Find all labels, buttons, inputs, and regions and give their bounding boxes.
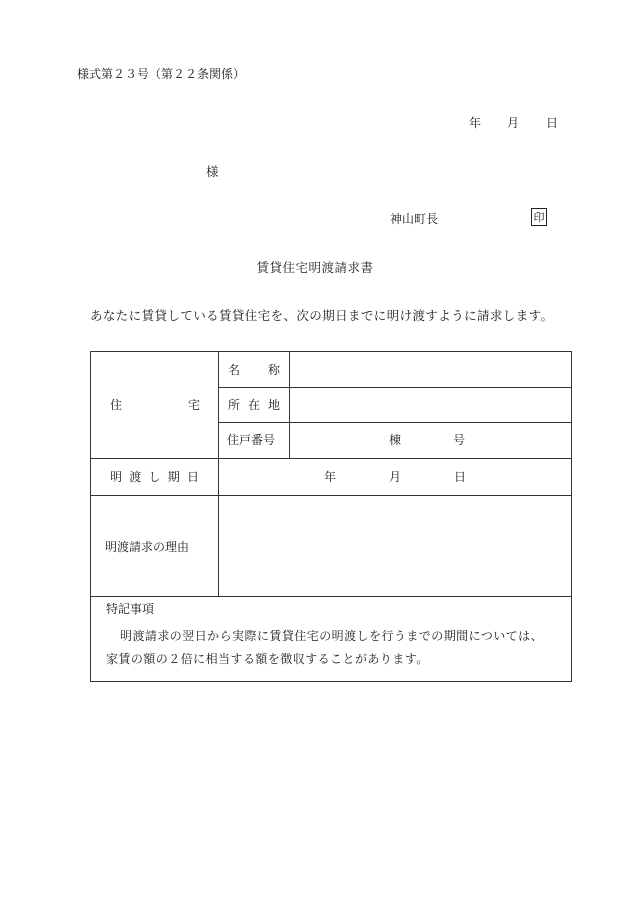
seal-box (531, 208, 547, 226)
issue-date-day: 日 (546, 116, 559, 130)
vacate-date-label-char: 渡 (129, 470, 142, 484)
remarks-title: 特記事項 (106, 602, 155, 616)
housing-label-char: 宅 (187, 398, 200, 412)
building-suffix: 棟 (389, 433, 402, 447)
vacate-date-label-char: 明 (110, 470, 123, 484)
number-suffix: 号 (453, 433, 466, 447)
vacate-year: 年 (324, 470, 337, 484)
housing-label (110, 399, 200, 411)
request-table (90, 351, 572, 682)
vacate-date-field[interactable] (219, 459, 571, 495)
row-divider-5 (91, 596, 571, 597)
remarks-line-1: 明渡請求の翌日から実際に賃貸住宅の明渡しを行うまでの期間については、 (120, 629, 544, 643)
issue-date-year: 年 (469, 116, 482, 130)
location-label-char: 在 (247, 398, 260, 412)
issue-date (469, 117, 558, 129)
sender-name: 神山町長 (390, 212, 439, 226)
form-number: 様式第２３号（第２２条関係） (77, 67, 246, 81)
remarks-line-2: 家賃の額の２倍に相当する額を徴収することがあります。 (106, 652, 429, 666)
vacate-day: 日 (454, 470, 467, 484)
name-label (228, 364, 280, 376)
addressee-suffix: 様 (206, 164, 219, 179)
vacate-month: 月 (389, 470, 402, 484)
location-label-char: 所 (228, 398, 241, 412)
unit-number-label: 住戸番号 (227, 433, 276, 447)
vacate-date-label-char: 期 (167, 470, 180, 484)
name-field[interactable] (290, 352, 571, 387)
location-field[interactable] (290, 388, 571, 422)
intro-text: あなたに賃貸している賃貸住宅を、次の期日までに明け渡すように請求します。 (90, 308, 554, 323)
location-label (228, 399, 280, 411)
vacate-date-label-char: し (148, 470, 161, 484)
location-label-char: 地 (267, 398, 280, 412)
reason-field[interactable] (219, 496, 571, 596)
vacate-date-label (110, 471, 199, 483)
unit-number-field[interactable] (290, 423, 571, 458)
name-label-char: 称 (267, 363, 280, 377)
reason-label: 明渡請求の理由 (105, 540, 190, 554)
seal-text: 印 (533, 210, 545, 224)
name-label-char: 名 (228, 363, 241, 377)
issue-date-month: 月 (507, 116, 520, 130)
document-title: 賃貸住宅明渡請求書 (256, 260, 374, 275)
vacate-date-label-char: 日 (186, 470, 199, 484)
housing-label-char: 住 (110, 398, 123, 412)
